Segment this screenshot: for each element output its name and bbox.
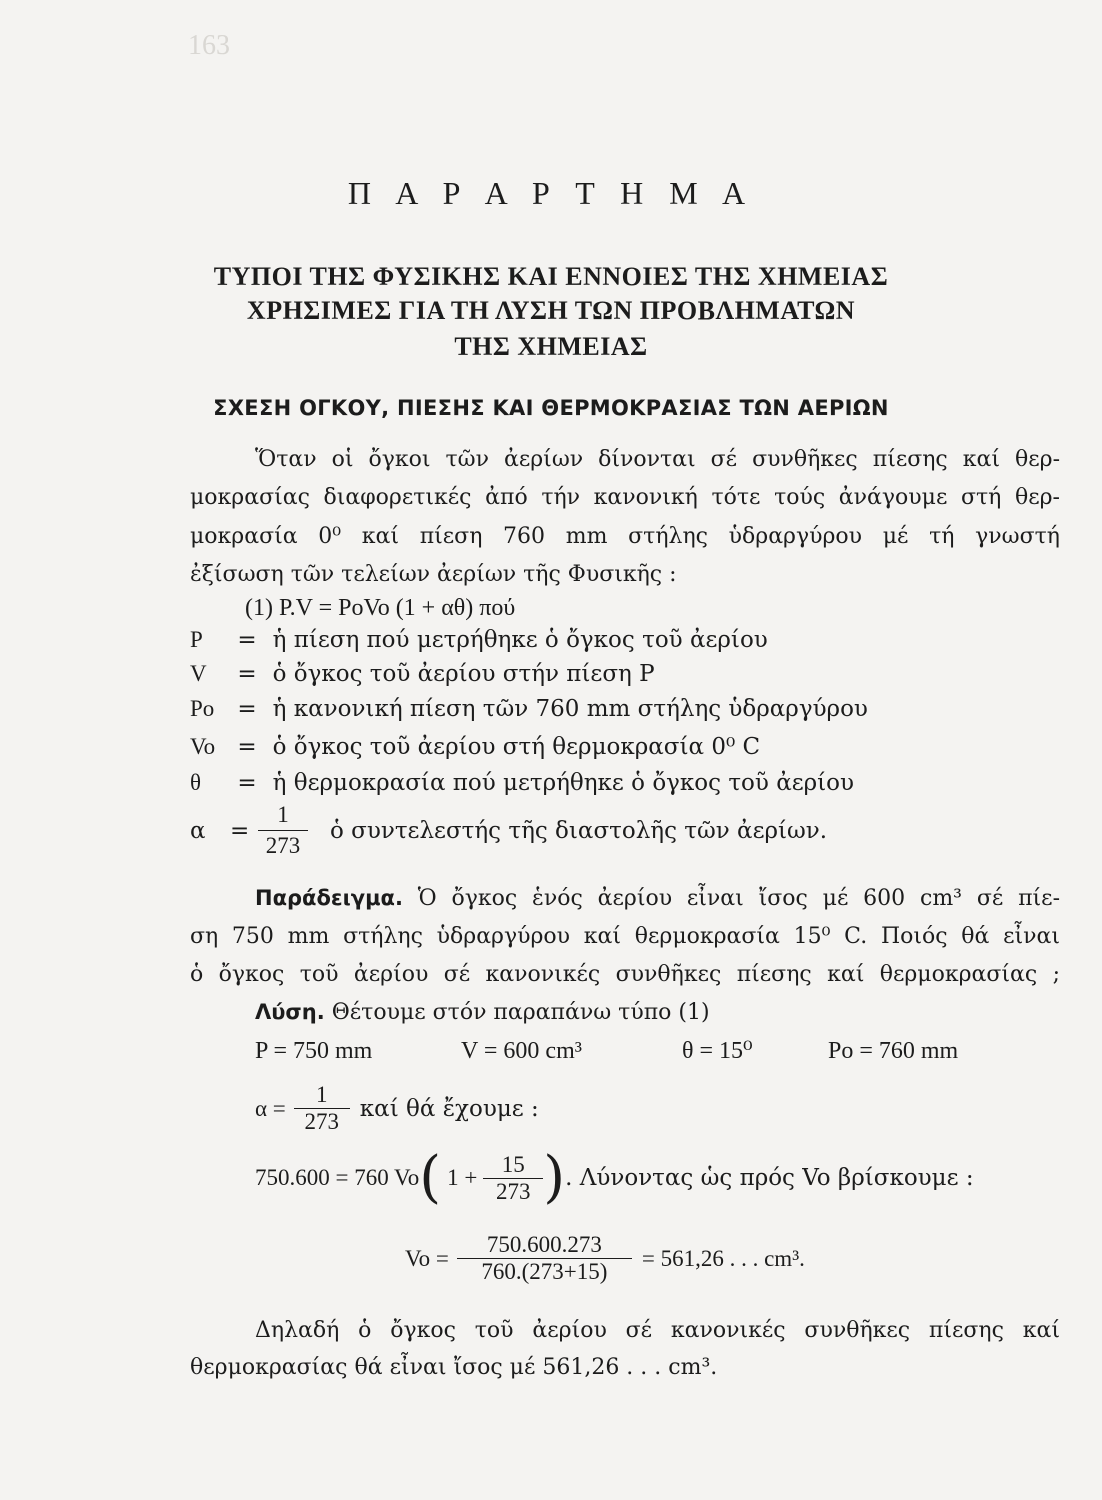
conclusion-line-1: Δηλαδή ὁ ὄγκος τοῦ ἀερίου σέ κανονικές συνθῆκες πίεσης καί: [255, 1318, 1060, 1343]
gas-law-formula: (1) P.V = PoVo (1 + αθ) πού: [245, 595, 516, 621]
conclusion-line-2: θερμοκρασίας θά εἶναι ἴσος μέ 561,26 . . . cm³.: [190, 1355, 718, 1380]
def-row-po: [190, 694, 868, 724]
intro-line-3: μοκρασία 0⁰ καί πίεση 760 mm στήλης ὑδραργύρου μέ τή γνωστή: [190, 524, 1060, 549]
eq1-inner: 1 +: [447, 1165, 478, 1190]
equation-2: [405, 1232, 805, 1285]
fraction-numerator: 1: [277, 802, 289, 827]
eq2-result: = 561,26 . . . cm³.: [641, 1245, 805, 1271]
def-symbol: θ: [190, 770, 202, 795]
def-row-theta: [190, 768, 854, 798]
right-parenthesis: ): [543, 1145, 566, 1210]
def-equals: =: [237, 734, 257, 760]
eq2-fraction: [457, 1232, 632, 1285]
alpha-fraction: [294, 1082, 350, 1135]
def-row-v: [190, 659, 655, 689]
fraction-numerator: 1: [316, 1082, 328, 1107]
def-row-alpha: [190, 800, 827, 861]
equation-1: [255, 1145, 974, 1210]
solution-intro-text: Θέτουμε στόν παραπάνω τύπο (1): [331, 1000, 710, 1025]
given-p: P = 750 mm: [255, 1038, 373, 1064]
solution-intro: [255, 1000, 1102, 1025]
def-equals: =: [237, 770, 257, 796]
eq1-after: . Λύνοντας ὡς πρός Vo βρίσκουμε :: [565, 1165, 974, 1191]
def-row-p: [190, 625, 768, 655]
def-symbol: Vo: [190, 734, 216, 759]
heading-line-1: ΤΥΠΟΙ ΤΗΣ ΦΥΣΙΚΗΣ ΚΑΙ ΕΝΝΟΙΕΣ ΤΗΣ ΧΗΜΕΙΑΣ: [213, 262, 889, 291]
page-number: 163: [188, 30, 230, 61]
given-po: Po = 760 mm: [828, 1038, 959, 1064]
given-theta: θ = 15⁰: [682, 1038, 753, 1064]
def-text: ἡ κανονική πίεση τῶν 760 mm στήλης ὑδραργύρου: [272, 696, 868, 722]
section-heading: ΣΧΕΣΗ ΟΓΚΟΥ, ΠΙΕΣΗΣ ΚΑΙ ΘΕΡΜΟΚΡΑΣΙΑΣ ΤΩΝ ΑΕΡΙΩΝ: [213, 396, 889, 420]
left-parenthesis: (: [419, 1145, 442, 1210]
fraction-numerator: 750.600.273: [486, 1232, 602, 1257]
eq2-lhs: Vo =: [405, 1245, 449, 1271]
def-symbol: V: [190, 661, 207, 686]
def-text: ἡ θερμοκρασία πού μετρήθηκε ὁ ὄγκος τοῦ ἀερίου: [272, 770, 855, 796]
given-values: [255, 1036, 958, 1065]
def-equals: =: [237, 696, 257, 722]
example-text: Ὁ ὄγκος ἑνός ἀερίου εἶναι ἴσος μέ 600 cm³ σέ πίε-: [417, 886, 1060, 911]
intro-line-1: Ὅταν οἱ ὄγκοι τῶν ἀερίων δίνονται σέ συνθῆκες πίεσης καί θερ-: [255, 447, 1060, 472]
def-row-vo: [190, 732, 760, 762]
def-text: ὁ ὄγκος τοῦ ἀερίου στήν πίεση P: [272, 661, 655, 687]
def-symbol: Po: [190, 696, 215, 721]
solution-label: Λύση.: [255, 1000, 325, 1024]
alpha-substitution: [255, 1082, 539, 1135]
fraction-denominator: 273: [496, 1178, 531, 1204]
def-text: ὁ συντελεστής τῆς διαστολῆς τῶν ἀερίων.: [330, 817, 828, 844]
fraction-denominator: 273: [265, 833, 301, 858]
def-symbol: α: [190, 817, 206, 844]
def-equals: =: [230, 817, 250, 844]
heading-line-2: ΧΡΗΣΙΜΕΣ ΓΙΑ ΤΗ ΛΥΣΗ ΤΩΝ ΠΡΟΒΛΗΜΑΤΩΝ: [246, 296, 856, 325]
def-symbol: P: [190, 627, 203, 652]
intro-line-2: μοκρασίας διαφορετικές ἀπό τήν κανονική τότε τούς ἀνάγουμε στή θερ-: [190, 485, 1060, 510]
def-text: ἡ πίεση πού μετρήθηκε ὁ ὄγκος τοῦ ἀερίου: [272, 627, 768, 653]
fraction-numerator: 15: [501, 1151, 525, 1177]
example-line-1: [255, 886, 1060, 911]
example-line-3: ὁ ὄγκος τοῦ ἀερίου σέ κανονικές συνθῆκες πίεσης καί θερμοκρασίας ;: [190, 962, 1060, 987]
eq1-fraction: [483, 1152, 543, 1205]
example-label: Παράδειγμα.: [255, 886, 403, 910]
def-equals: =: [237, 627, 257, 653]
def-text: ὁ ὄγκος τοῦ ἀερίου στή θερμοκρασία 0⁰ C: [272, 734, 761, 760]
alpha-after: καί θά ἔχουμε :: [359, 1095, 539, 1122]
page-title: Π Α Ρ Α Ρ Τ Η Μ Α: [347, 175, 755, 211]
intro-line-4: ἐξίσωση τῶν τελείων ἀερίων τῆς Φυσικῆς :: [190, 562, 677, 587]
alpha-fraction: [258, 800, 308, 861]
eq1-lhs: 750.600 = 760 Vo: [255, 1165, 420, 1190]
def-equals: =: [237, 661, 257, 687]
alpha-lhs: α =: [255, 1095, 286, 1121]
example-line-2: ση 750 mm στήλης ὑδραργύρου καί θερμοκρασία 15⁰ C. Ποιός θά εἶναι: [190, 924, 1060, 949]
fraction-denominator: 273: [304, 1109, 340, 1134]
fraction-denominator: 760.(273+15): [481, 1259, 608, 1284]
heading-line-3: ΤΗΣ ΧΗΜΕΙΑΣ: [454, 332, 648, 361]
given-v: V = 600 cm³: [461, 1038, 582, 1064]
